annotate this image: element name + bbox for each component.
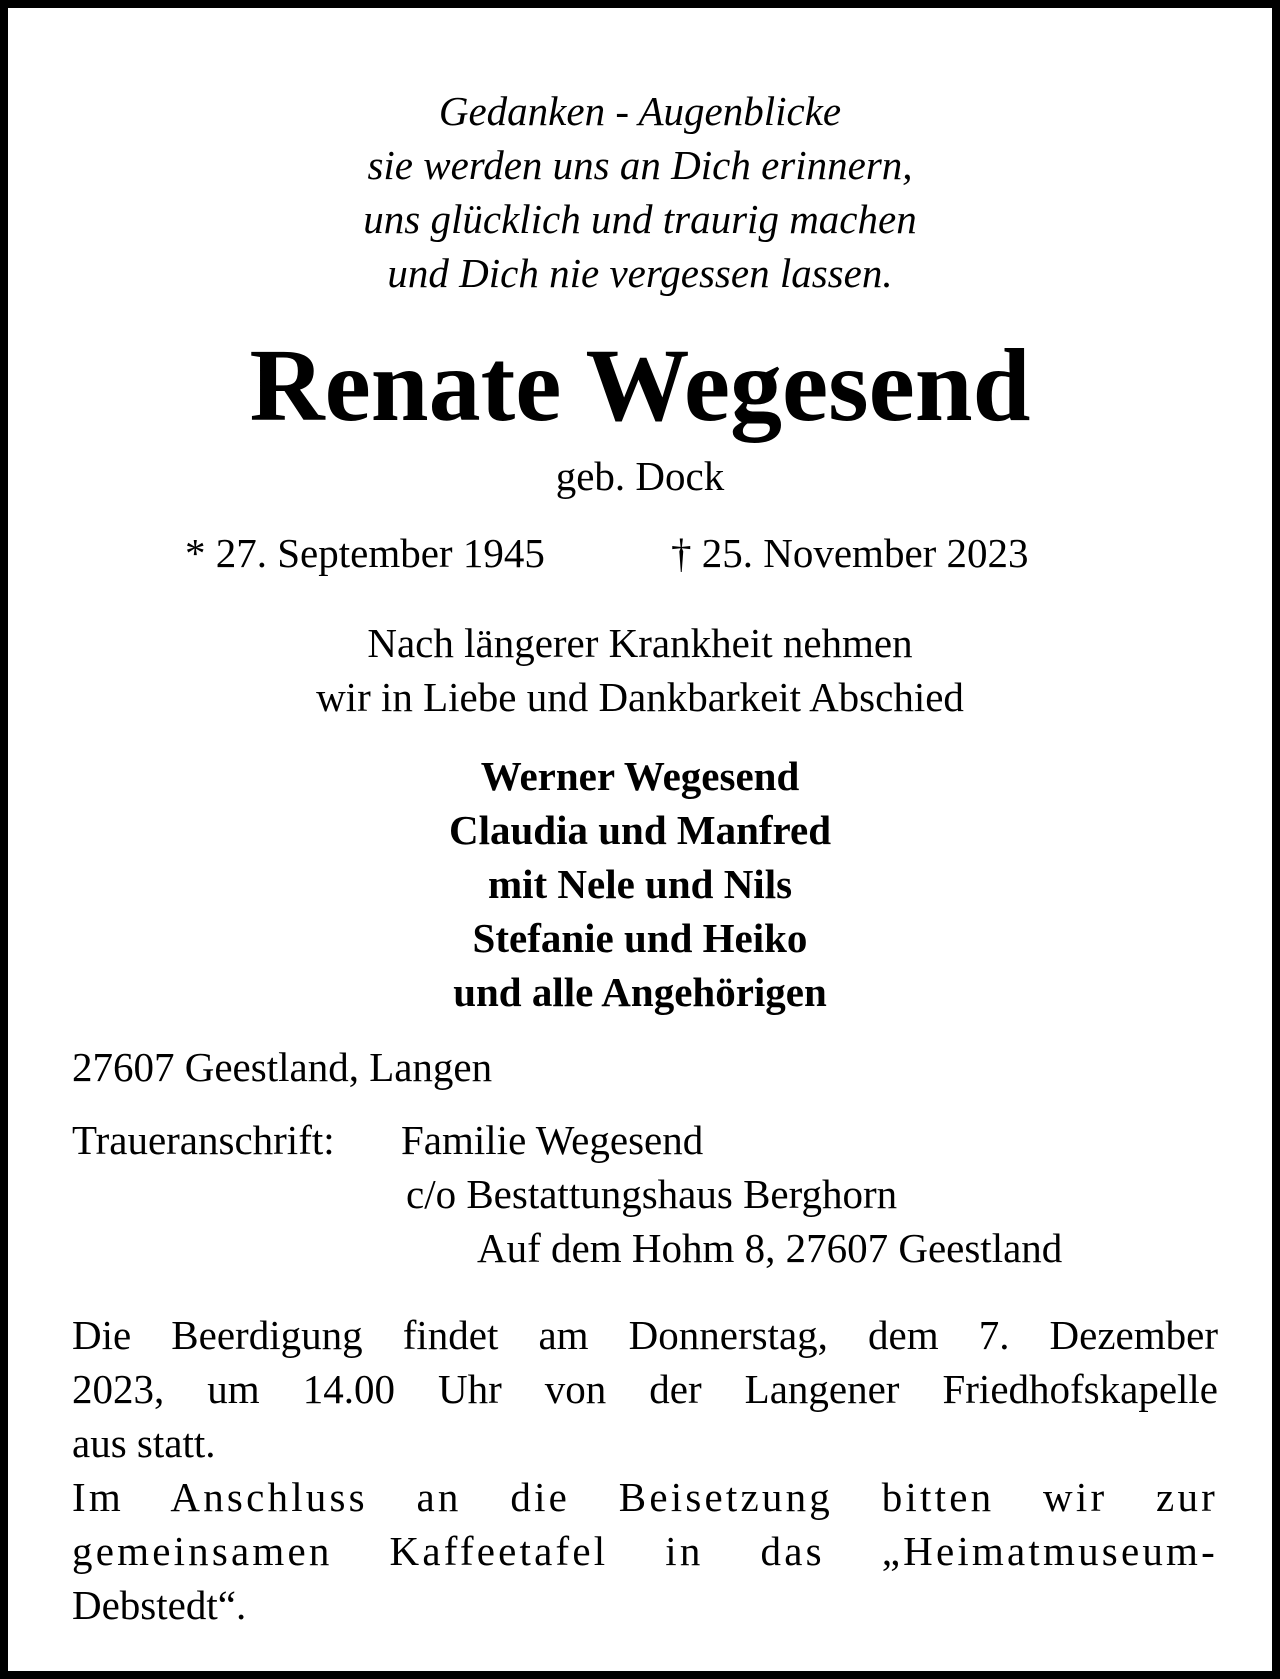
mourner-line: mit Nele und Nils — [487, 861, 793, 907]
birth-date: * 27. September 1945 — [185, 530, 545, 576]
address-label: Traueranschrift: — [72, 1117, 335, 1163]
reception-line: Im Anschluss an die Beisetzung bitten wir zur — [72, 1474, 1218, 1520]
farewell-line-1: Nach längerer Krankheit nehmen — [367, 620, 913, 666]
farewell-line-2: wir in Liebe und Dankbarkeit Abschied — [316, 674, 964, 720]
mourner-line: und alle Angehörigen — [453, 969, 827, 1015]
poem-line-1: Gedanken - Augenblicke — [438, 88, 842, 134]
poem-line-2: sie werden uns an Dich erinnern, — [367, 142, 913, 188]
funeral-line: 2023, um 14.00 Uhr von der Langener Friedhofskapelle — [72, 1366, 1218, 1412]
birth-name: geb. Dock — [555, 453, 725, 499]
funeral-line: Die Beerdigung findet am Donnerstag, dem 7. Dezember — [72, 1312, 1218, 1358]
mourner-line: Stefanie und Heiko — [472, 915, 808, 961]
reception-line: Debstedt“. — [72, 1582, 247, 1628]
death-date: † 25. November 2023 — [671, 530, 1029, 576]
address-line-3: Auf dem Hohm 8, 27607 Geestland — [477, 1225, 1063, 1271]
address-line-2: c/o Bestattungshaus Berghorn — [406, 1171, 898, 1217]
funeral-line: aus statt. — [72, 1420, 216, 1466]
poem-line-3: uns glücklich und traurig machen — [363, 196, 917, 242]
poem-line-4: und Dich nie vergessen lassen. — [387, 250, 893, 296]
location: 27607 Geestland, Langen — [72, 1044, 493, 1090]
deceased-name: Renate Wegesend — [249, 328, 1031, 443]
reception-paragraph — [72, 1470, 1218, 1632]
mourner-line: Werner Wegesend — [480, 753, 800, 799]
funeral-paragraph — [72, 1308, 1218, 1470]
reception-line: gemeinsamen Kaffeetafel in das „Heimatmuseum- — [72, 1528, 1218, 1574]
address-line-1: Familie Wegesend — [401, 1117, 704, 1163]
mourner-line: Claudia und Manfred — [448, 807, 831, 853]
